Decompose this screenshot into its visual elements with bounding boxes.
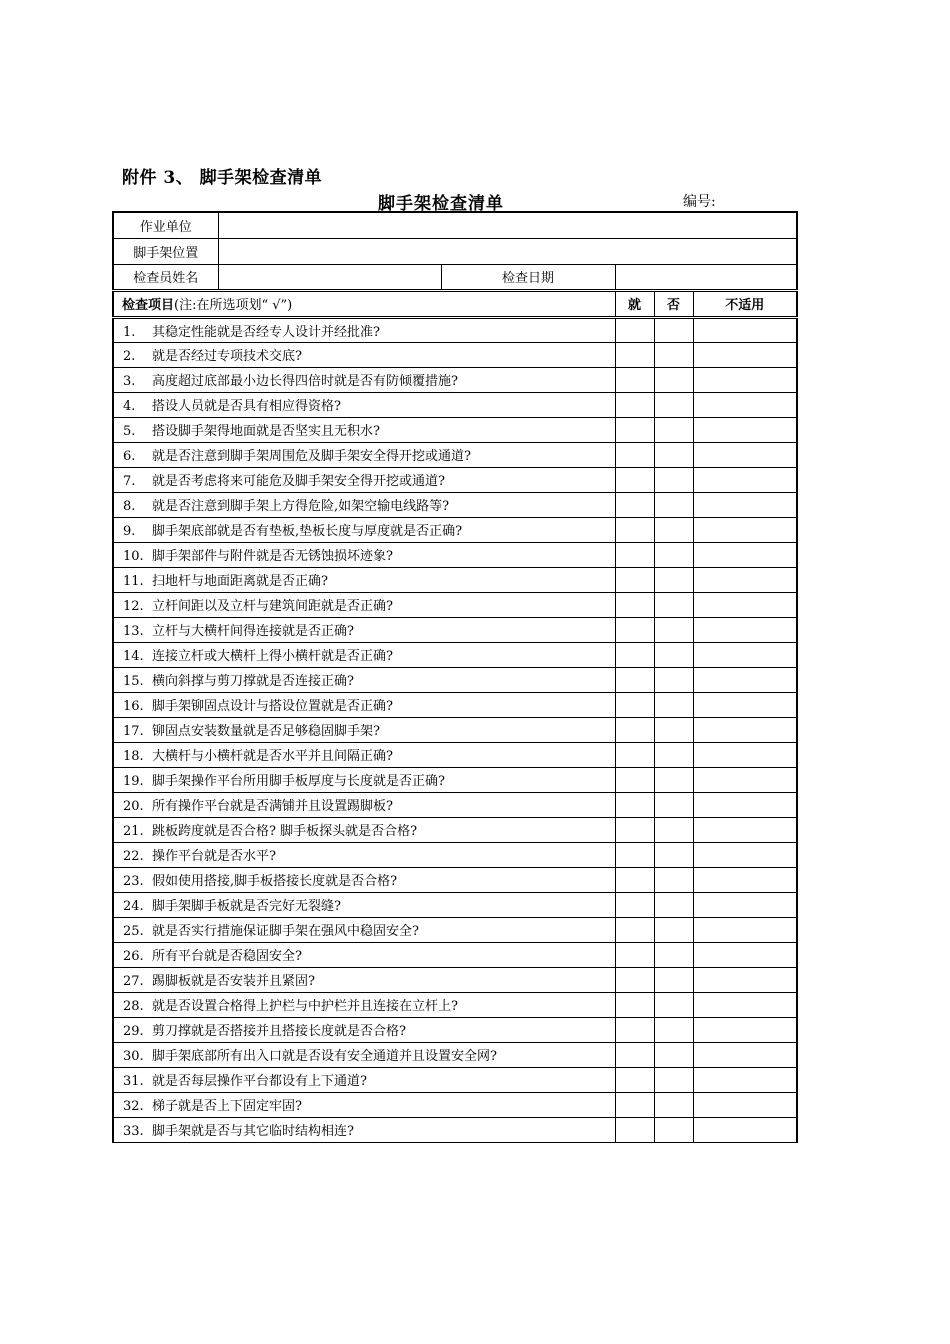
checklist-item-number: 26. <box>123 949 144 964</box>
checklist-item-number: 27. <box>123 974 144 989</box>
yes-checkbox-cell[interactable] <box>615 767 654 792</box>
inspection-item-note: (注:在所选项划“ √”) <box>174 298 293 313</box>
no-checkbox-cell[interactable] <box>654 367 693 392</box>
checklist-item-text: 脚手架就是否与其它临时结构相连? <box>152 1124 354 1139</box>
yes-checkbox-cell[interactable] <box>615 842 654 867</box>
checklist-item <box>113 942 615 967</box>
not-applicable-checkbox-cell[interactable] <box>693 967 797 992</box>
yes-checkbox-cell[interactable] <box>615 792 654 817</box>
yes-checkbox-cell[interactable] <box>615 567 654 592</box>
not-applicable-checkbox-cell[interactable] <box>693 1067 797 1092</box>
not-applicable-checkbox-cell[interactable] <box>693 817 797 842</box>
no-checkbox-cell[interactable] <box>654 842 693 867</box>
yes-column-header: 就 <box>615 290 654 317</box>
inspection-item-header <box>113 290 615 317</box>
checklist-item-number: 29. <box>123 1024 144 1039</box>
not-applicable-checkbox-cell[interactable] <box>693 467 797 492</box>
scaffold-location-field[interactable] <box>218 238 797 264</box>
checklist-row <box>113 942 797 967</box>
checklist-item-text: 脚手架脚手板就是否完好无裂缝? <box>152 899 341 914</box>
not-applicable-checkbox-cell[interactable] <box>693 417 797 442</box>
checklist-row <box>113 742 797 767</box>
yes-checkbox-cell[interactable] <box>615 392 654 417</box>
checklist-item-number: 17. <box>123 724 144 739</box>
no-checkbox-cell[interactable] <box>654 792 693 817</box>
checklist-item-text: 就是否实行措施保证脚手架在强风中稳固安全? <box>152 924 419 939</box>
checklist-item-number: 11. <box>123 574 144 589</box>
checklist-item-number: 14. <box>123 649 144 664</box>
checklist-row <box>113 1067 797 1092</box>
checklist-item-number: 10. <box>123 549 144 564</box>
not-applicable-checkbox-cell[interactable] <box>693 442 797 467</box>
checklist-item <box>113 492 615 517</box>
checklist-item <box>113 617 615 642</box>
checklist-item <box>113 1092 615 1117</box>
checklist-item-text: 横向斜撑与剪刀撑就是否连接正确? <box>152 674 354 689</box>
checklist-row <box>113 992 797 1017</box>
inspection-date-field[interactable] <box>615 264 797 290</box>
checklist-item-text: 就是否设置合格得上护栏与中护栏并且连接在立杆上? <box>152 999 458 1014</box>
no-checkbox-cell[interactable] <box>654 392 693 417</box>
not-applicable-checkbox-cell[interactable] <box>693 667 797 692</box>
no-checkbox-cell[interactable] <box>654 917 693 942</box>
no-checkbox-cell[interactable] <box>654 1067 693 1092</box>
checklist-item <box>113 667 615 692</box>
not-applicable-checkbox-cell[interactable] <box>693 542 797 567</box>
checklist-item <box>113 417 615 442</box>
checklist-item-number: 6. <box>123 449 136 464</box>
checklist-item-number: 7. <box>123 474 136 489</box>
checklist-item-text: 踢脚板就是否安装并且紧固? <box>152 974 315 989</box>
inspector-row <box>113 264 797 290</box>
checklist-item-text: 铆固点安装数量就是否足够稳固脚手架? <box>152 724 380 739</box>
checklist-item <box>113 367 615 392</box>
not-applicable-checkbox-cell[interactable] <box>693 842 797 867</box>
checklist-item-text: 梯子就是否上下固定牢固? <box>152 1099 302 1114</box>
no-column-header: 否 <box>654 290 693 317</box>
not-applicable-checkbox-cell[interactable] <box>693 617 797 642</box>
yes-checkbox-cell[interactable] <box>615 1067 654 1092</box>
checklist-item-number: 25. <box>123 924 144 939</box>
checklist-item <box>113 567 615 592</box>
checklist-row <box>113 317 797 342</box>
checklist-item-number: 30. <box>123 1049 144 1064</box>
checklist-item <box>113 1017 615 1042</box>
checklist-row <box>113 617 797 642</box>
not-applicable-checkbox-cell[interactable] <box>693 692 797 717</box>
checklist-item-text: 立杆与大横杆间得连接就是否正确? <box>152 624 354 639</box>
not-applicable-checkbox-cell[interactable] <box>693 717 797 742</box>
checklist-item-text: 立杆间距以及立杆与建筑间距就是否正确? <box>152 599 393 614</box>
yes-checkbox-cell[interactable] <box>615 917 654 942</box>
checklist-item-number: 31. <box>123 1074 144 1089</box>
checklist-item-number: 3. <box>123 374 136 389</box>
checklist-item-text: 脚手架底部就是否有垫板,垫板长度与厚度就是否正确? <box>152 524 463 539</box>
yes-checkbox-cell[interactable] <box>615 892 654 917</box>
checklist-row <box>113 892 797 917</box>
checklist-item-number: 8. <box>123 499 136 514</box>
not-applicable-checkbox-cell[interactable] <box>693 592 797 617</box>
no-checkbox-cell[interactable] <box>654 417 693 442</box>
checklist-item-number: 13. <box>123 624 144 639</box>
no-checkbox-cell[interactable] <box>654 317 693 342</box>
checklist-item-text: 扫地杆与地面距离就是否正确? <box>152 574 328 589</box>
not-applicable-checkbox-cell[interactable] <box>693 892 797 917</box>
checklist-row <box>113 1117 797 1142</box>
checklist-item-number: 12. <box>123 599 144 614</box>
no-checkbox-cell[interactable] <box>654 517 693 542</box>
yes-checkbox-cell[interactable] <box>615 442 654 467</box>
no-checkbox-cell[interactable] <box>654 892 693 917</box>
no-checkbox-cell[interactable] <box>654 667 693 692</box>
checklist-item-number: 21. <box>123 824 144 839</box>
checklist-item-text: 就是否考虑将来可能危及脚手架安全得开挖或通道? <box>152 474 445 489</box>
checklist-row <box>113 392 797 417</box>
work-unit-row <box>113 212 797 238</box>
no-checkbox-cell[interactable] <box>654 642 693 667</box>
yes-checkbox-cell[interactable] <box>615 692 654 717</box>
checklist-item <box>113 792 615 817</box>
no-checkbox-cell[interactable] <box>654 1092 693 1117</box>
checklist-row <box>113 542 797 567</box>
yes-checkbox-cell[interactable] <box>615 1017 654 1042</box>
inspector-name-field[interactable] <box>218 264 441 290</box>
checklist-row <box>113 567 797 592</box>
checklist-item-number: 15. <box>123 674 144 689</box>
checklist-header-row <box>113 290 797 317</box>
checklist-item-text: 脚手架底部所有出入口就是否设有安全通道并且设置安全网? <box>152 1049 497 1064</box>
not-applicable-checkbox-cell[interactable] <box>693 992 797 1017</box>
checklist-row <box>113 717 797 742</box>
yes-checkbox-cell[interactable] <box>615 417 654 442</box>
checklist-item-number: 5. <box>123 424 136 439</box>
checklist-item-text: 搭设人员就是否具有相应得资格? <box>152 399 341 414</box>
checklist-row <box>113 1017 797 1042</box>
checklist-row <box>113 667 797 692</box>
yes-checkbox-cell[interactable] <box>615 517 654 542</box>
no-checkbox-cell[interactable] <box>654 1042 693 1067</box>
checklist-item-number: 16. <box>123 699 144 714</box>
checklist-row <box>113 517 797 542</box>
checklist-item-text: 就是否注意到脚手架上方得危险,如架空输电线路等? <box>152 499 450 514</box>
not-applicable-checkbox-cell[interactable] <box>693 317 797 342</box>
checklist-item <box>113 767 615 792</box>
not-applicable-checkbox-cell[interactable] <box>693 1017 797 1042</box>
checklist-row <box>113 692 797 717</box>
checklist-row <box>113 467 797 492</box>
checklist-item-number: 24. <box>123 899 144 914</box>
checklist-row <box>113 642 797 667</box>
checklist-item-number: 22. <box>123 849 144 864</box>
checklist-item-text: 跳板跨度就是否合格? 脚手板探头就是否合格? <box>152 824 418 839</box>
checklist-item <box>113 392 615 417</box>
yes-checkbox-cell[interactable] <box>615 367 654 392</box>
yes-checkbox-cell[interactable] <box>615 342 654 367</box>
no-checkbox-cell[interactable] <box>654 967 693 992</box>
not-applicable-checkbox-cell[interactable] <box>693 767 797 792</box>
not-applicable-checkbox-cell[interactable] <box>693 567 797 592</box>
checklist-row <box>113 492 797 517</box>
scaffold-checklist-table <box>112 211 798 1143</box>
not-applicable-checkbox-cell[interactable] <box>693 792 797 817</box>
yes-checkbox-cell[interactable] <box>615 492 654 517</box>
not-applicable-checkbox-cell[interactable] <box>693 1092 797 1117</box>
yes-checkbox-cell[interactable] <box>615 992 654 1017</box>
checklist-item-number: 33. <box>123 1124 144 1139</box>
checklist-item-number: 18. <box>123 749 144 764</box>
yes-checkbox-cell[interactable] <box>615 1117 654 1142</box>
no-checkbox-cell[interactable] <box>654 692 693 717</box>
checklist-row <box>113 767 797 792</box>
not-applicable-checkbox-cell[interactable] <box>693 742 797 767</box>
yes-checkbox-cell[interactable] <box>615 467 654 492</box>
checklist-item-text: 脚手架部件与附件就是否无锈蚀损坏迹象? <box>152 549 393 564</box>
inspection-item-label: 检查项目 <box>122 298 175 313</box>
yes-checkbox-cell[interactable] <box>615 667 654 692</box>
yes-checkbox-cell[interactable] <box>615 1092 654 1117</box>
checklist-item-text: 操作平台就是否水平? <box>152 849 276 864</box>
checklist-item <box>113 717 615 742</box>
checklist-item-number: 28. <box>123 999 144 1014</box>
scaffold-location-label: 脚手架位置 <box>113 238 218 264</box>
checklist-item-number: 2. <box>123 349 136 364</box>
no-checkbox-cell[interactable] <box>654 617 693 642</box>
no-checkbox-cell[interactable] <box>654 867 693 892</box>
checklist-item <box>113 692 615 717</box>
not-applicable-column-header: 不适用 <box>693 290 797 317</box>
checklist-row <box>113 592 797 617</box>
checklist-row <box>113 817 797 842</box>
checklist-item-text: 所有操作平台就是否满铺并且设置踢脚板? <box>152 799 393 814</box>
yes-checkbox-cell[interactable] <box>615 642 654 667</box>
no-checkbox-cell[interactable] <box>654 592 693 617</box>
checklist-item <box>113 1067 615 1092</box>
checklist-item <box>113 592 615 617</box>
yes-checkbox-cell[interactable] <box>615 942 654 967</box>
checklist-item-number: 19. <box>123 774 144 789</box>
no-checkbox-cell[interactable] <box>654 717 693 742</box>
yes-checkbox-cell[interactable] <box>615 617 654 642</box>
checklist-row <box>113 342 797 367</box>
yes-checkbox-cell[interactable] <box>615 542 654 567</box>
checklist-item-text: 其稳定性能就是否经专人设计并经批准? <box>152 324 380 340</box>
checklist-row <box>113 417 797 442</box>
checklist-row <box>113 1092 797 1117</box>
checklist-item-number: 32. <box>123 1099 144 1114</box>
checklist-row <box>113 867 797 892</box>
checklist-item <box>113 992 615 1017</box>
checklist-item <box>113 317 615 342</box>
checklist-item <box>113 742 615 767</box>
no-checkbox-cell[interactable] <box>654 817 693 842</box>
checklist-item-text: 就是否经过专项技术交底? <box>152 349 302 364</box>
yes-checkbox-cell[interactable] <box>615 717 654 742</box>
checklist-row <box>113 442 797 467</box>
not-applicable-checkbox-cell[interactable] <box>693 392 797 417</box>
no-checkbox-cell[interactable] <box>654 742 693 767</box>
checklist-item-text: 剪刀撑就是否搭接并且搭接长度就是否合格? <box>152 1024 406 1039</box>
work-unit-label: 作业单位 <box>113 212 218 238</box>
scaffold-location-row <box>113 238 797 264</box>
yes-checkbox-cell[interactable] <box>615 1042 654 1067</box>
checklist-item-text: 搭设脚手架得地面就是否坚实且无积水? <box>152 424 380 439</box>
no-checkbox-cell[interactable] <box>654 492 693 517</box>
checklist-row <box>113 842 797 867</box>
yes-checkbox-cell[interactable] <box>615 867 654 892</box>
checklist-item <box>113 1042 615 1067</box>
inspector-name-label: 检查员姓名 <box>113 264 218 290</box>
yes-checkbox-cell[interactable] <box>615 317 654 342</box>
checklist-item-text: 所有平台就是否稳固安全? <box>152 949 302 964</box>
checklist-item <box>113 517 615 542</box>
not-applicable-checkbox-cell[interactable] <box>693 917 797 942</box>
not-applicable-checkbox-cell[interactable] <box>693 942 797 967</box>
checklist-item-text: 高度超过底部最小边长得四倍时就是否有防倾覆措施? <box>152 374 458 389</box>
no-checkbox-cell[interactable] <box>654 942 693 967</box>
not-applicable-checkbox-cell[interactable] <box>693 492 797 517</box>
checklist-item <box>113 1117 615 1142</box>
checklist-item <box>113 917 615 942</box>
no-checkbox-cell[interactable] <box>654 767 693 792</box>
no-checkbox-cell[interactable] <box>654 342 693 367</box>
checklist-item <box>113 967 615 992</box>
checklist-item <box>113 642 615 667</box>
checklist-row <box>113 917 797 942</box>
not-applicable-checkbox-cell[interactable] <box>693 367 797 392</box>
checklist-row <box>113 367 797 392</box>
work-unit-field[interactable] <box>218 212 797 238</box>
checklist-item-text: 假如使用搭接,脚手板搭接长度就是否合格? <box>152 874 398 889</box>
not-applicable-checkbox-cell[interactable] <box>693 642 797 667</box>
checklist-row <box>113 967 797 992</box>
checklist-item <box>113 467 615 492</box>
checklist-item-number: 20. <box>123 799 144 814</box>
checklist-item <box>113 817 615 842</box>
checklist-item-text: 大横杆与小横杆就是否水平并且间隔正确? <box>152 749 393 764</box>
no-checkbox-cell[interactable] <box>654 992 693 1017</box>
checklist-item-number: 23. <box>123 874 144 889</box>
checklist-item-text: 就是否注意到脚手架周围危及脚手架安全得开挖或通道? <box>152 449 471 464</box>
checklist-item-number: 1. <box>123 324 136 340</box>
checklist-item <box>113 542 615 567</box>
not-applicable-checkbox-cell[interactable] <box>693 342 797 367</box>
checklist-item <box>113 867 615 892</box>
no-checkbox-cell[interactable] <box>654 442 693 467</box>
yes-checkbox-cell[interactable] <box>615 817 654 842</box>
no-checkbox-cell[interactable] <box>654 542 693 567</box>
attachment-heading: 附件 3、 脚手架检查清单 <box>122 168 323 188</box>
checklist-item-text: 连接立杆或大横杆上得小横杆就是否正确? <box>152 649 393 664</box>
checklist-item <box>113 342 615 367</box>
checklist-item <box>113 842 615 867</box>
checklist-item-text: 脚手架操作平台所用脚手板厚度与长度就是否正确? <box>152 774 445 789</box>
no-checkbox-cell[interactable] <box>654 467 693 492</box>
yes-checkbox-cell[interactable] <box>615 967 654 992</box>
document-number-label: 编号: <box>683 194 716 210</box>
document-title: 脚手架检查清单 <box>378 194 504 214</box>
checklist-item-number: 9. <box>123 524 136 539</box>
checklist-row <box>113 792 797 817</box>
no-checkbox-cell[interactable] <box>654 567 693 592</box>
not-applicable-checkbox-cell[interactable] <box>693 867 797 892</box>
not-applicable-checkbox-cell[interactable] <box>693 517 797 542</box>
yes-checkbox-cell[interactable] <box>615 592 654 617</box>
yes-checkbox-cell[interactable] <box>615 742 654 767</box>
checklist-item <box>113 442 615 467</box>
no-checkbox-cell[interactable] <box>654 1117 693 1142</box>
inspection-date-label: 检查日期 <box>441 264 615 290</box>
checklist-item-text: 就是否每层操作平台都设有上下通道? <box>152 1074 367 1089</box>
no-checkbox-cell[interactable] <box>654 1017 693 1042</box>
checklist-item-text: 脚手架铆固点设计与搭设位置就是否正确? <box>152 699 393 714</box>
not-applicable-checkbox-cell[interactable] <box>693 1117 797 1142</box>
checklist-item-number: 4. <box>123 399 136 414</box>
checklist-item <box>113 892 615 917</box>
not-applicable-checkbox-cell[interactable] <box>693 1042 797 1067</box>
checklist-row <box>113 1042 797 1067</box>
